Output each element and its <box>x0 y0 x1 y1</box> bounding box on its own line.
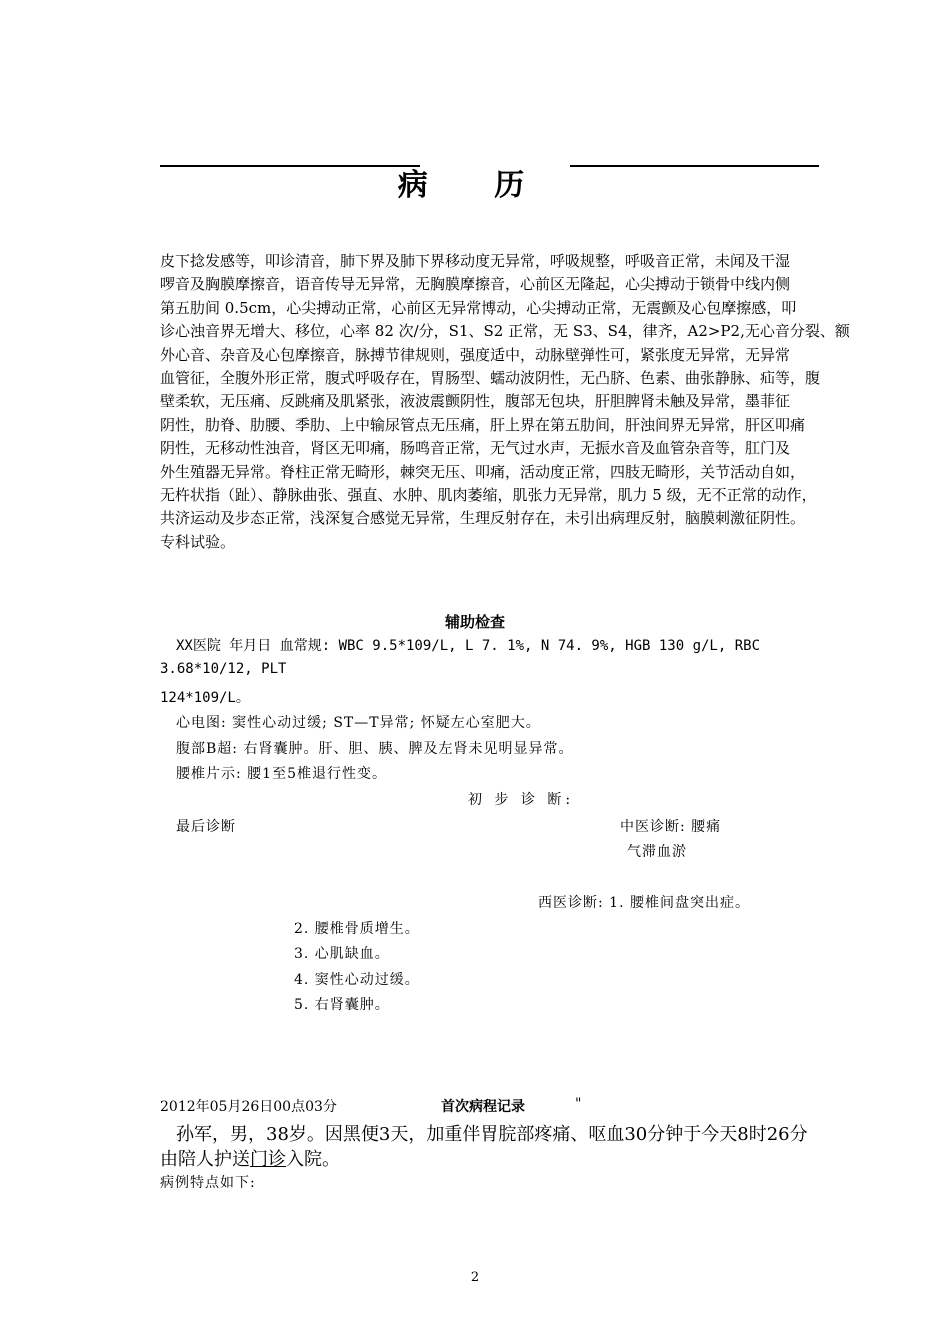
exam-line: 专科试验。 <box>160 532 236 551</box>
ultrasound-result: 腹部B超: 右肾囊肿。肝、胆、胰、脾及左肾未见明显异常。 <box>176 741 574 757</box>
western-diagnosis: 西医诊断: 1. 腰椎间盘突出症。 <box>538 895 750 911</box>
exam-line: 阴性，无移动性浊音，肾区无叩痛，肠鸣音正常，无气过水声，无振水音及血管杂音等，肛门及 <box>160 439 791 458</box>
record-datetime: 2012年05月26日00点03分 <box>160 1099 337 1115</box>
exam-line: 共济运动及步态正常，浅深复合感觉无异常，生理反射存在，未引出病理反射，脑膜刺激征阴性。 <box>160 509 806 528</box>
document-title: 病 历 <box>397 168 553 203</box>
clinic-underlined-text: 门诊 <box>250 1149 286 1170</box>
western-diagnosis-item: 4. 窦性心动过缓。 <box>294 972 420 988</box>
western-diagnosis-item: 5. 右肾囊肿。 <box>294 997 390 1013</box>
patient-summary-line: 孙军，男，38岁。因黑便3天，加重伴胃脘部疼痛、呕血30分钟于今天8时26分 <box>176 1124 808 1145</box>
exam-line: 阴性，肋脊、肋腰、季肋、上中输尿管点无压痛，肝上界在第五肋间，肝浊间界无异常，肝区叩痛 <box>160 415 806 434</box>
western-diagnosis-item: 3. 心肌缺血。 <box>294 946 390 962</box>
summary-text: 由陪人护送 <box>160 1149 250 1170</box>
summary-text: 入院。 <box>286 1149 340 1170</box>
exam-line: 无杵状指（趾）、静脉曲张、强直、水肿、肌肉萎缩，肌张力无异常，肌力 5 级，无不正常的动作， <box>160 486 817 505</box>
exam-line: 皮下捻发感等，叩诊清音，肺下界及肺下界移动度无异常，呼吸规整，呼吸音正常，未闻及干湿 <box>160 252 791 270</box>
first-course-record-title: 首次病程记录 <box>441 1099 525 1115</box>
exam-line: 外生殖器无异常。脊柱正常无畸形，棘突无压、叩痛，活动度正常，四肢无畸形，关节活动自如， <box>160 462 806 481</box>
final-diagnosis-label: 最后诊断 <box>176 819 236 835</box>
aux-exam-heading: 辅助检查 <box>444 613 505 631</box>
spine-xray-result: 腰椎片示: 腰1至5椎退行性变。 <box>176 766 387 782</box>
page-number: 2 <box>470 1270 480 1285</box>
preliminary-diagnosis-label: 初 步 诊 断: <box>468 792 575 808</box>
case-features-label: 病例特点如下: <box>160 1175 256 1191</box>
tcm-diagnosis-detail: 气滞血淤 <box>627 844 687 860</box>
exam-line: 啰音及胸膜摩擦音，语音传导无异常，无胸膜摩擦音，心前区无隆起，心尖搏动于锁骨中线内侧 <box>160 275 791 294</box>
physical-exam-paragraph <box>160 250 850 554</box>
exam-line: 血管征，全腹外形正常，腹式呼吸存在，胃肠型、蠕动波阴性，无凸脐、色素、曲张静脉、疝等，腹 <box>160 369 821 388</box>
exam-line: 外心音、杂音及心包摩擦音，脉搏节律规则，强度适中，动脉壁弹性可，紧张度无异常，无异常 <box>160 345 791 364</box>
quote-mark: " <box>575 1096 582 1112</box>
exam-line: 诊心浊音界无增大、移位，心率 82 次/分，S1、S2 正常，无 S3、S4，律齐，A2>P2,无心音分裂、额 <box>160 322 850 341</box>
lab-results-line: XX医院 年月日 血常规: WBC 9.5*109/L, L 7. 1%, N 74. 9%, HGB 130 g/L, RBC <box>176 638 761 654</box>
tcm-diagnosis: 中医诊断: 腰痛 <box>620 819 722 835</box>
exam-line: 壁柔软，无压痛、反跳痛及肌紧张，液波震颤阴性，腹部无包块，肝胆脾肾未触及异常，墨菲征 <box>160 392 791 411</box>
exam-line: 第五肋间 0.5cm，心尖搏动正常，心前区无异常博动，心尖搏动正常，无震颤及心包摩擦感，叩 <box>160 298 797 317</box>
lab-results-line: 124*109/L。 <box>160 690 250 706</box>
ecg-result: 心电图: 窦性心动过缓; ST—T异常; 怀疑左心室肥大。 <box>176 715 541 731</box>
lab-results-line: 3.68*10/12, PLT <box>160 661 287 677</box>
western-diagnosis-item: 2. 腰椎骨质增生。 <box>294 921 420 937</box>
patient-summary-line <box>160 1145 340 1171</box>
